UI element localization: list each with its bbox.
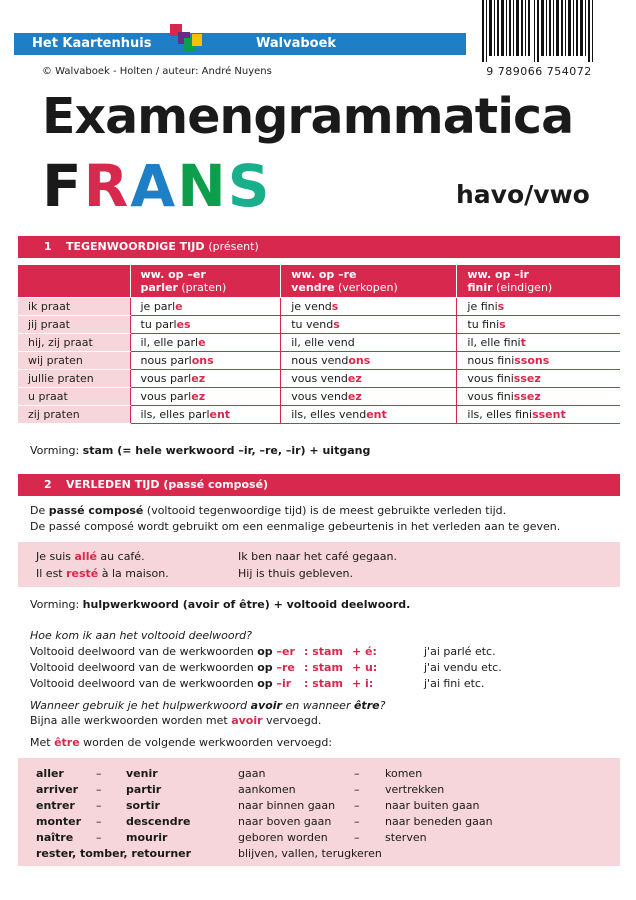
text: Voltooid deelwoord van de werkwoorden: [30, 661, 258, 674]
verb-b: descendre: [126, 815, 191, 828]
translation-a: naar boven gaan: [238, 815, 332, 828]
pronoun-cell: jij praat: [18, 315, 130, 333]
dash: –: [354, 815, 360, 828]
ending: e: [175, 299, 183, 313]
conjugation-cell: [130, 387, 281, 405]
example-nl: Hij is thuis gebleven.: [238, 567, 354, 580]
section-1-rule: [30, 444, 370, 457]
dash: –: [354, 767, 360, 780]
column-gloss: (eindigen): [496, 281, 553, 294]
translation-b: naar beneden gaan: [385, 815, 493, 828]
column-verb: parler: [140, 281, 178, 294]
text: avoir: [250, 699, 282, 712]
column-verb: finir: [467, 281, 493, 294]
text: passé composé: [48, 504, 144, 517]
rule-stam: : stam: [304, 677, 343, 690]
verb-b: sortir: [126, 799, 160, 812]
translation-b: vertrekken: [385, 783, 445, 796]
conjugation-cell: [457, 333, 620, 351]
stem: je fini: [467, 299, 498, 313]
example-box: [18, 542, 620, 587]
participle-rule: [30, 645, 295, 658]
stem: vous fini: [467, 389, 514, 403]
table-row: [18, 369, 620, 387]
dash: –: [354, 831, 360, 844]
stem: il, elle fini: [467, 335, 521, 349]
pronoun-cell: zij praten: [18, 405, 130, 423]
verb-a: arriver: [36, 783, 79, 796]
rule-plus: + é:: [352, 645, 377, 658]
rule-stam: : stam: [304, 661, 343, 674]
ending: ez: [191, 389, 206, 403]
ending: ssent: [532, 407, 566, 421]
column-label: ww. op –er: [140, 268, 206, 281]
dash: –: [96, 783, 102, 796]
pronoun-cell: jullie praten: [18, 369, 130, 387]
text: De passé composé wordt gebruikt om een eenmalige gebeurtenis in het verleden aan te geven.: [30, 520, 561, 533]
dash: –: [96, 799, 102, 812]
column-label: ww. op –re: [291, 268, 357, 281]
conjugation-cell: [457, 387, 620, 405]
translation-a: naar binnen gaan: [238, 799, 336, 812]
conjugation-cell: [130, 405, 281, 423]
text: –ir: [276, 677, 292, 690]
conjugation-cell: [281, 333, 457, 351]
column-header: [130, 265, 281, 297]
stem: nous parl: [140, 353, 192, 367]
section-title-suffix: (présent): [208, 240, 259, 253]
ending: ons: [348, 353, 371, 367]
participle-rule: [30, 677, 291, 690]
text: avoir: [231, 714, 263, 727]
translation-b: komen: [385, 767, 423, 780]
verb-a: entrer: [36, 799, 75, 812]
avoir-note: [30, 713, 321, 729]
table-header-row: [18, 265, 620, 297]
stem: vous vend: [291, 389, 348, 403]
publisher-bar: [14, 33, 466, 55]
example-fr: [36, 550, 145, 563]
conjugation-cell: [281, 387, 457, 405]
question-1: Hoe kom ik aan het voltooid deelwoord?: [30, 629, 252, 642]
participle-rule: [30, 661, 295, 674]
intro-paragraph: [30, 503, 560, 535]
conjugation-cell: [281, 315, 457, 333]
section-1-header: [18, 236, 620, 258]
column-label: ww. op –ir: [467, 268, 529, 281]
stem: ils, elles parl: [140, 407, 210, 421]
dash: –: [96, 831, 102, 844]
stem: vous parl: [140, 389, 192, 403]
subject-letter: N: [177, 152, 228, 220]
verb-b: mourir: [126, 831, 168, 844]
conjugation-cell: [281, 369, 457, 387]
ending: ons: [191, 353, 214, 367]
ending: ez: [347, 371, 362, 385]
conjugation-cell: [130, 315, 281, 333]
ending: ssons: [514, 353, 550, 367]
translation-a: gaan: [238, 767, 266, 780]
stem: il, elle parl: [140, 335, 199, 349]
conjugation-cell: [457, 315, 620, 333]
section-number: 2: [44, 478, 52, 491]
text: Wanneer gebruik je het hulpwerkwoord: [30, 699, 251, 712]
rule-example: j'ai vendu etc.: [424, 661, 502, 674]
text: (voltooid tegenwoordige tijd) is de meest gebruikte verleden tijd.: [143, 504, 507, 517]
conjugation-cell: [457, 351, 620, 369]
table-row: [18, 297, 620, 315]
conjugation-cell: [130, 351, 281, 369]
isbn-number: 9 789066 754072: [486, 65, 592, 78]
translation-b: naar buiten gaan: [385, 799, 480, 812]
ending: ez: [191, 371, 206, 385]
stem: je parl: [140, 299, 176, 313]
text: worden de volgende werkwoorden vervoegd:: [79, 736, 333, 749]
section-2-header: [18, 474, 620, 496]
rule-example: j'ai parlé etc.: [424, 645, 496, 658]
stem: nous vend: [291, 353, 349, 367]
text: au café.: [96, 550, 145, 563]
conjugation-cell: [281, 405, 457, 423]
text: être: [54, 736, 80, 749]
text: Voltooid deelwoord van de werkwoorden: [30, 645, 258, 658]
translation-b: sterven: [385, 831, 427, 844]
dash: –: [354, 783, 360, 796]
verb-a: monter: [36, 815, 81, 828]
ending: s: [497, 299, 505, 313]
translation-a: blijven, vallen, terugkeren: [238, 847, 382, 860]
etre-note: [30, 735, 332, 751]
text: –er: [276, 645, 295, 658]
stem: je vend: [291, 299, 332, 313]
stem: tu parl: [140, 317, 177, 331]
conjugation-table: [18, 265, 620, 424]
text: être: [353, 699, 380, 712]
copyright-line: © Walvaboek - Holten / auteur: André Nuyens: [42, 66, 272, 77]
text: –re: [276, 661, 295, 674]
dash: –: [354, 799, 360, 812]
rule-prefix: Vorming:: [30, 598, 80, 611]
rule-text: stam (= hele werkwoord –ir, –re, –ir) + uitgang: [82, 444, 371, 457]
table-row: [18, 315, 620, 333]
text: De: [30, 504, 49, 517]
section-number: 1: [44, 240, 52, 253]
ending: e: [198, 335, 206, 349]
ending: s: [499, 317, 506, 331]
verb-a: rester, tomber, retourner: [36, 847, 192, 860]
text: op: [257, 645, 277, 658]
text: resté: [66, 567, 99, 580]
rule-plus: + u:: [352, 661, 378, 674]
conjugation-cell: [281, 351, 457, 369]
stem: nous fini: [467, 353, 515, 367]
table-row: [18, 405, 620, 423]
column-gloss: (verkopen): [337, 281, 398, 294]
pronoun-cell: wij praten: [18, 351, 130, 369]
verb-a: aller: [36, 767, 64, 780]
text: en wanneer: [282, 699, 354, 712]
ending: s: [331, 299, 339, 313]
ending: ssez: [513, 371, 541, 385]
text: op: [257, 661, 277, 674]
conjugation-cell: [281, 297, 457, 315]
subject-title: [42, 152, 272, 220]
question-2: [30, 698, 385, 714]
rule-text: hulpwerkwoord (avoir of être) + voltooid deelwoord.: [82, 598, 411, 611]
conjugation-cell: [130, 369, 281, 387]
dash: –: [96, 815, 102, 828]
subject-letter: A: [130, 152, 178, 220]
example-nl: Ik ben naar het café gegaan.: [238, 550, 397, 563]
stem: tu fini: [467, 317, 500, 331]
pronoun-cell: u praat: [18, 387, 130, 405]
example-fr: [36, 567, 169, 580]
subject-letter: F: [42, 152, 84, 220]
subject-letter: S: [227, 152, 272, 220]
text: à la maison.: [98, 567, 169, 580]
section-title: VERLEDEN TIJD (passé composé): [66, 478, 269, 491]
page-title: Examengrammatica: [42, 88, 574, 145]
publisher-logo-icon: [170, 24, 206, 58]
ending: ent: [366, 407, 387, 421]
stem: ils, elles fini: [467, 407, 533, 421]
verb-b: partir: [126, 783, 162, 796]
pronoun-cell: hij, zij praat: [18, 333, 130, 351]
text: Il est: [36, 567, 67, 580]
text: Met: [30, 736, 55, 749]
header-empty-cell: [18, 265, 130, 297]
column-gloss: (praten): [181, 281, 227, 294]
table-row: [18, 351, 620, 369]
rule-example: j'ai fini etc.: [424, 677, 485, 690]
text: Voltooid deelwoord van de werkwoorden: [30, 677, 258, 690]
section-title: [66, 240, 259, 253]
column-verb: vendre: [291, 281, 335, 294]
section-2-rule: [30, 598, 410, 611]
conjugation-cell: [457, 405, 620, 423]
ending: s: [333, 317, 340, 331]
translation-a: geboren worden: [238, 831, 328, 844]
conjugation-cell: [130, 297, 281, 315]
translation-a: aankomen: [238, 783, 296, 796]
brand-name: Walvaboek: [256, 36, 337, 51]
ending: es: [176, 317, 191, 331]
stem: ils, elles vend: [291, 407, 367, 421]
verb-b: venir: [126, 767, 158, 780]
text: Bijna alle werkwoorden worden met: [30, 714, 232, 727]
column-header: [281, 265, 457, 297]
publisher-name: Het Kaartenhuis: [32, 36, 152, 51]
conjugation-cell: [457, 369, 620, 387]
stem: vous parl: [140, 371, 192, 385]
conjugation-cell: [457, 297, 620, 315]
rule-plus: + i:: [352, 677, 374, 690]
column-header: [457, 265, 620, 297]
verb-a: naître: [36, 831, 74, 844]
text: ?: [379, 699, 386, 712]
pronoun-cell: ik praat: [18, 297, 130, 315]
table-row: [18, 333, 620, 351]
rule-prefix: Vorming:: [30, 444, 80, 457]
level-label: havo/vwo: [456, 180, 590, 209]
dash: –: [96, 767, 102, 780]
text: allé: [74, 550, 97, 563]
barcode-icon: [478, 0, 600, 62]
stem: tu vend: [291, 317, 334, 331]
stem: il, elle vend: [291, 335, 355, 349]
ending: t: [520, 335, 526, 349]
text: op: [257, 677, 277, 690]
ending: ent: [209, 407, 231, 421]
text: Je suis: [36, 550, 75, 563]
table-row: [18, 387, 620, 405]
subject-letter: R: [83, 152, 131, 220]
section-title-main: TEGENWOORDIGE TIJD: [66, 240, 205, 253]
text: vervoegd.: [262, 714, 322, 727]
stem: vous vend: [291, 371, 348, 385]
stem: vous fini: [467, 371, 514, 385]
ending: ssez: [513, 389, 541, 403]
conjugation-cell: [130, 333, 281, 351]
rule-stam: : stam: [304, 645, 343, 658]
ending: ez: [347, 389, 362, 403]
